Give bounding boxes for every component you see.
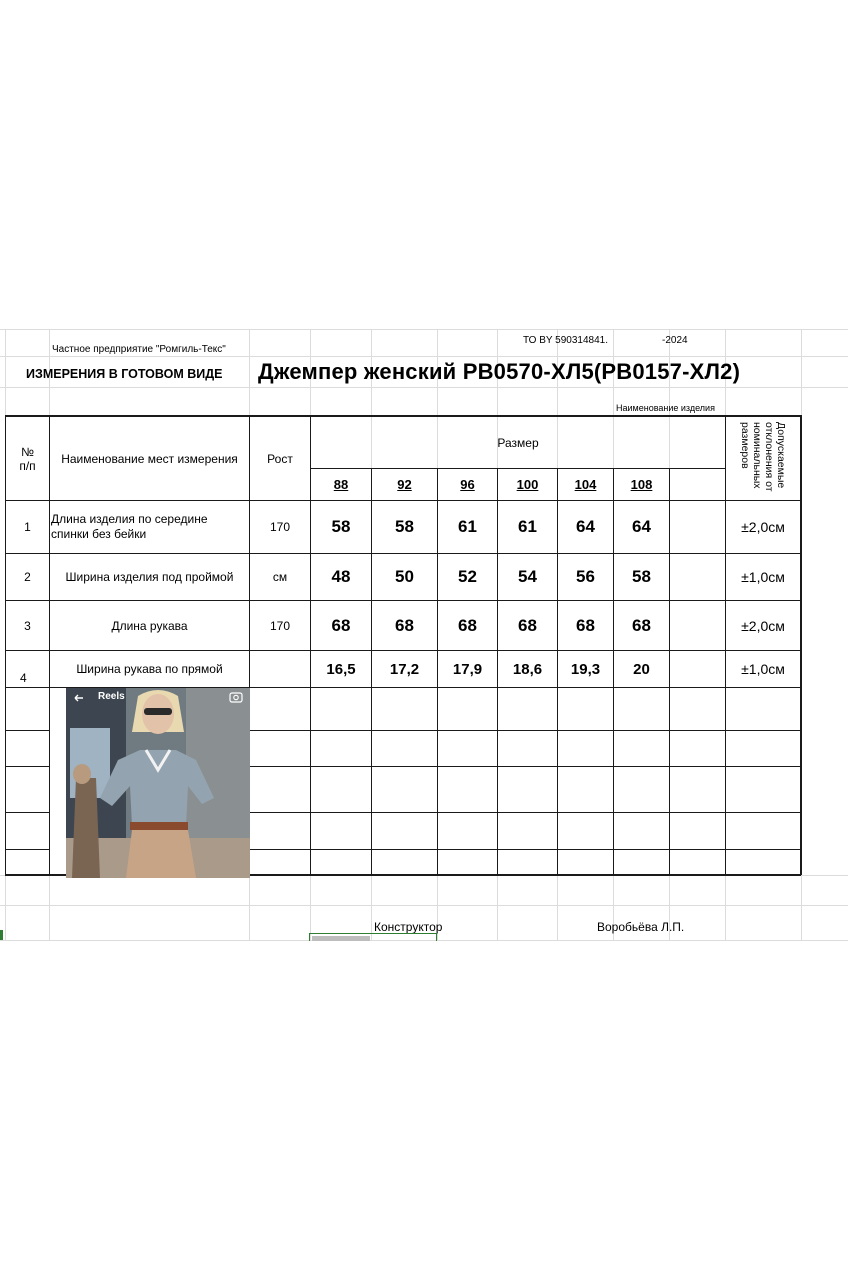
header-size: Размер	[497, 435, 539, 450]
header-height: Рост	[267, 451, 293, 466]
standard-code: ТО BY 590314841.	[523, 335, 608, 346]
product-photo-illustration	[66, 688, 250, 878]
row-number: 4	[20, 671, 27, 685]
measurement-value: 68	[576, 615, 595, 635]
measurement-value: 68	[458, 615, 477, 635]
item-name-caption: Наименование изделия	[616, 403, 715, 413]
tolerance-value: ±2,0см	[741, 519, 785, 535]
size-header: 104	[574, 477, 597, 492]
constructor-role: Конструктор	[374, 920, 443, 934]
constructor-name: Воробьёва Л.П.	[597, 920, 685, 934]
measurement-value: 58	[331, 517, 351, 536]
measurement-value: 50	[395, 567, 414, 586]
measurement-value: 68	[331, 615, 351, 635]
header-tolerance-cell	[726, 417, 800, 500]
measurement-value: 61	[518, 517, 537, 536]
measurement-value: 56	[576, 567, 595, 586]
size-header: 88	[333, 477, 349, 492]
measurement-value: 58	[632, 567, 651, 586]
row-marker	[0, 930, 3, 940]
table-border	[5, 730, 49, 731]
reels-label: Reels	[98, 691, 125, 702]
height-value: 170	[269, 618, 291, 633]
row-number: 1	[24, 520, 31, 534]
measurement-value: 48	[331, 567, 351, 586]
row-number: 3	[24, 618, 31, 633]
measurement-value: 16,5	[326, 660, 356, 678]
selected-cell-fill	[312, 936, 370, 941]
measurement-value: 68	[632, 615, 651, 635]
measurement-value: 68	[518, 615, 537, 635]
measurement-value: 18,6	[512, 660, 543, 678]
height-value: см	[272, 570, 288, 584]
measurement-value: 19,3	[570, 660, 601, 678]
size-header: 108	[630, 477, 653, 492]
measurement-name: Ширина рукава по прямой	[76, 662, 223, 676]
measurement-value: 58	[395, 517, 414, 536]
size-header: 92	[397, 477, 412, 492]
table-border	[5, 849, 49, 850]
measurement-name: Ширина изделия под проймой	[65, 570, 234, 584]
page-title: Джемпер женский РВ0570-ХЛ5(РВ0157-ХЛ2)	[258, 359, 741, 384]
row-number: 2	[24, 570, 31, 584]
table-border	[250, 812, 801, 813]
table-border	[250, 849, 801, 850]
tolerance-value: ±2,0см	[741, 617, 785, 634]
size-header: 100	[516, 477, 539, 492]
measurement-value: 68	[395, 615, 414, 635]
header-measurement-name: Наименование мест измерения	[61, 451, 238, 466]
table-border	[669, 468, 670, 875]
measurement-value: 20	[633, 660, 650, 678]
measurement-name: Длина изделия по середине спинки без бейки	[51, 512, 208, 541]
height-value	[250, 651, 310, 687]
table-border	[800, 415, 802, 875]
table-border	[5, 766, 49, 767]
table-border	[5, 812, 49, 813]
measurement-value: 64	[632, 517, 651, 536]
grid-line	[0, 905, 848, 906]
document-subtitle: ИЗМЕРЕНИЯ В ГОТОВОМ ВИДЕ	[26, 367, 223, 381]
measurement-value: 54	[518, 567, 537, 586]
grid-line	[0, 356, 848, 357]
tolerance-value: ±1,0см	[741, 569, 785, 585]
header-number: № п/п	[19, 444, 36, 473]
year: -2024	[662, 335, 688, 346]
size-header: 96	[460, 477, 475, 492]
company-name: Частное предприятие "Ромгиль-Текс"	[52, 344, 226, 355]
height-value: 170	[269, 520, 291, 534]
table-border	[250, 766, 801, 767]
grid-line	[0, 387, 848, 388]
measurement-value: 17,2	[389, 660, 420, 678]
header-tolerance: Допускаемые отклонения от номинальных размеров	[739, 421, 787, 492]
measurement-value: 52	[458, 567, 477, 586]
measurement-value: 61	[458, 517, 477, 536]
product-photo	[66, 688, 250, 878]
measurement-name: Длина рукава	[111, 618, 188, 633]
tolerance-value: ±1,0см	[741, 661, 785, 677]
grid-line	[0, 329, 848, 330]
table-border	[250, 730, 801, 731]
measurement-value: 17,9	[452, 660, 483, 678]
measurement-value: 64	[576, 517, 595, 536]
